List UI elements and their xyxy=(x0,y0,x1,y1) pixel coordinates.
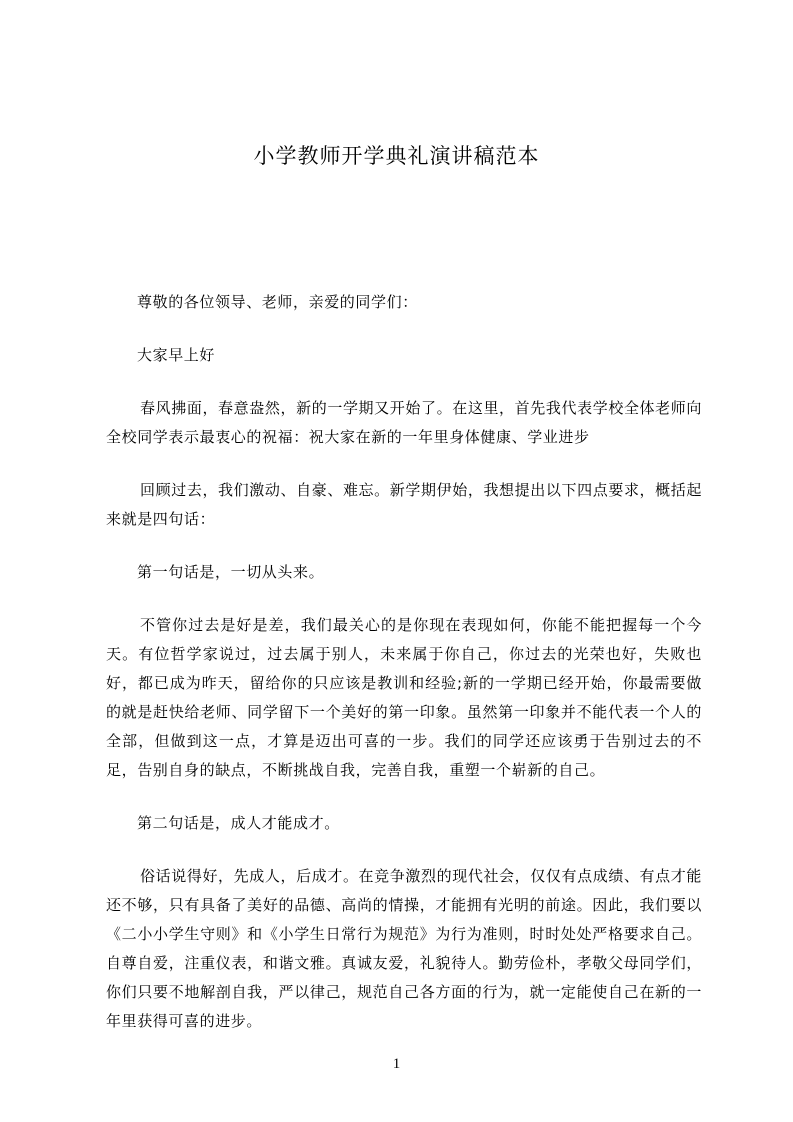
document-body xyxy=(106,288,702,1060)
document-title: 小学教师开学典礼演讲稿范本 xyxy=(253,144,540,168)
second-point-heading: 第二句话是，成人才能成才。 xyxy=(137,814,340,832)
review-paragraph: 回顾过去，我们激动、自豪、难忘。新学期伊始，我想提出以下四点要求，概括起来就是四句话： xyxy=(106,481,702,528)
opening-paragraph: 春风拂面，春意盎然，新的一学期又开始了。在这里，首先我代表学校全体老师向全校同学表示最衷心的祝福：祝大家在新的一年里身体健康、学业进步 xyxy=(106,399,702,446)
greeting-paragraph: 大家早上好 xyxy=(137,346,216,364)
page-number: 1 xyxy=(392,1056,401,1072)
salutation-paragraph: 尊敬的各位领导、老师，亲爱的同学们： xyxy=(137,293,418,311)
second-point-paragraph: 俗话说得好，先成人，后成才。在竞争激烈的现代社会，仅仅有点成绩、有点才能还不够，只有具备了美好的品德、高尚的情操，才能拥有光明的前途。因此，我们要以《二小小学生守则》和《小学生日常行为规范》为行为准则，时时处处严格要求自己。自尊自爱，注重仪表，和谐文雅。真诚友爱，礼貌待人。勤劳俭朴，孝敬父母同学们，你们只要不地解剖自我，严以律己，规范自己各方面的行为，就一定能使自己在新的一年里获得可喜的进步。 xyxy=(106,867,702,1030)
first-point-heading: 第一句话是，一切从头来。 xyxy=(137,563,325,581)
first-point-paragraph: 不管你过去是好是差，我们最关心的是你现在表现如何，你能不能把握每一个今天。有位哲学家说过，过去属于别人，未来属于你自己，你过去的光荣也好，失败也好，都已成为昨天，留给你的只应该是教训和经验;新的一学期已经开始，你最需要做的就是赶快给老师、同学留下一个美好的第一印象。虽然第一印象并不能代表一个人的全部，但做到这一点，才算是迈出可喜的一步。我们的同学还应该勇于告别过去的不足，告别自身的缺点，不断挑战自我，完善自我，重塑一个崭新的自己。 xyxy=(106,616,702,779)
